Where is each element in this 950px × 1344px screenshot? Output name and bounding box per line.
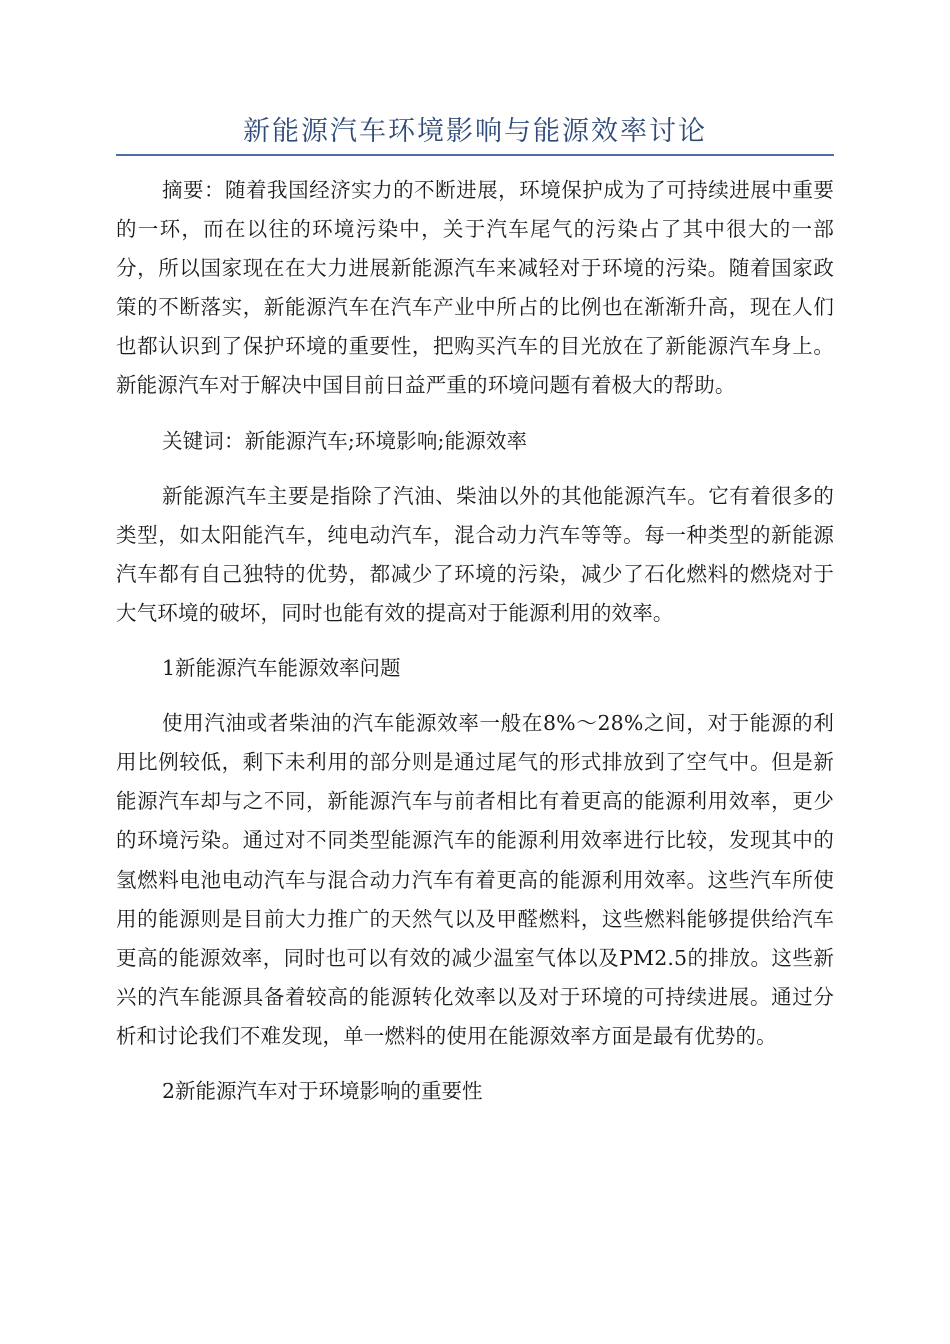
abstract-paragraph: 摘要：随着我国经济实力的不断进展，环境保护成为了可持续进展中重要的一环，而在以往的环境污染中，关于汽车尾气的污染占了其中很大的一部分，所以国家现在在大力进展新能源汽车来减轻对于环境的污染。随着国家政策的不断落实，新能源汽车在汽车产业中所占的比例也在渐渐升高，现在人们也都认识到了保护环境的重要性，把购买汽车的目光放在了新能源汽车身上。新能源汽车对于解决中国目前日益严重的环境问题有着极大的帮助。 xyxy=(116,178,834,398)
document-title: 新能源汽车环境影响与能源效率讨论 xyxy=(243,116,707,147)
intro-paragraph: 新能源汽车主要是指除了汽油、柴油以外的其他能源汽车。它有着很多的类型，如太阳能汽车，纯电动汽车，混合动力汽车等等。每一种类型的新能源汽车都有自己独特的优势，都减少了环境的污染，减少了石化燃料的燃烧对于大气环境的破坏，同时也能有效的提高对于能源利用的效率。 xyxy=(116,483,834,625)
document-body xyxy=(116,171,834,1111)
keywords-paragraph: 关键词：新能源汽车;环境影响;能源效率 xyxy=(162,428,528,453)
title-underline xyxy=(116,154,834,156)
section-1-paragraph: 使用汽油或者柴油的汽车能源效率一般在8%～28%之间，对于能源的利用比例较低，剩下未利用的部分则是通过尾气的形式排放到了空气中。但是新能源汽车却与之不同，新能源汽车与前者相比有着更高的能源利用效率，更少的环境污染。通过对不同类型能源汽车的能源利用效率进行比较，发现其中的氢燃料电池电动汽车与混合动力汽车有着更高的能源利用效率。这些汽车所使用的能源则是目前大力推广的天然气以及甲醛燃料，这些燃料能够提供给汽车更高的能源效率，同时也可以有效的减少温室气体以及PM2.5的排放。这些新兴的汽车能源具备着较高的能源转化效率以及对于环境的可持续进展。通过分析和讨论我们不难发现，单一燃料的使用在能源效率方面是最有优势的。 xyxy=(116,711,834,1048)
section-2-heading: 2新能源汽车对于环境影响的重要性 xyxy=(162,1078,483,1103)
section-1-heading: 1新能源汽车能源效率问题 xyxy=(162,656,401,681)
